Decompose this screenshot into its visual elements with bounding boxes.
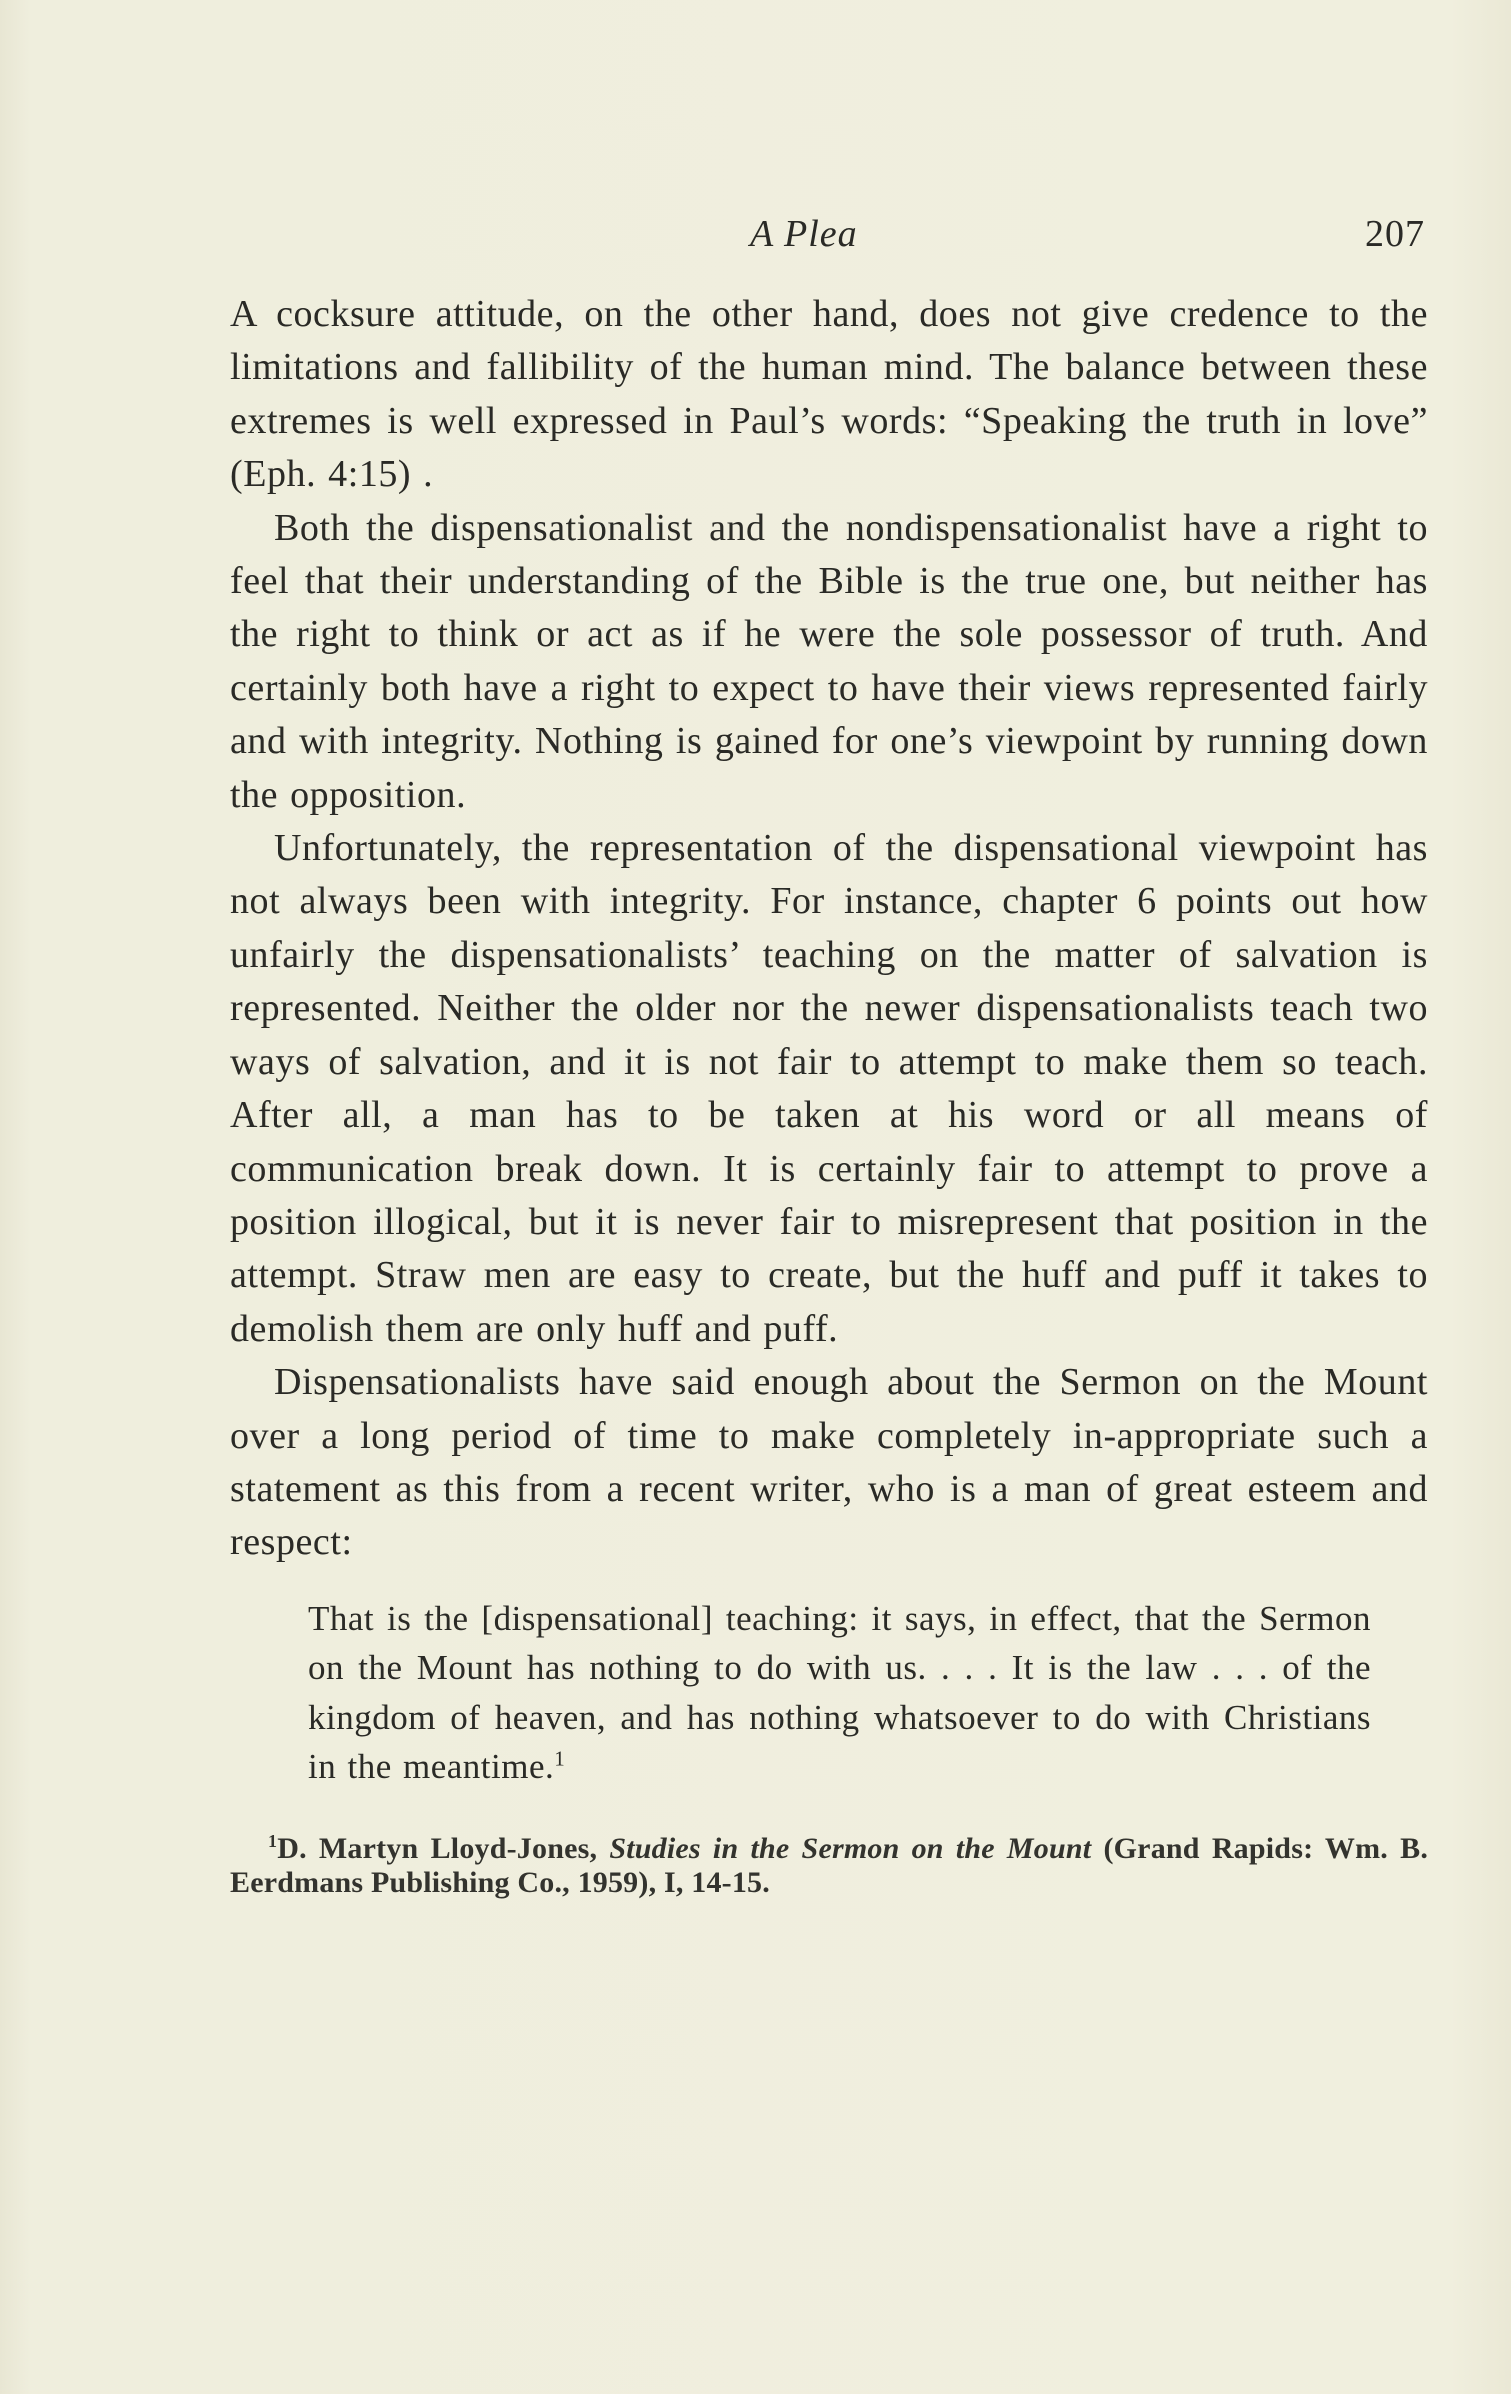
- paragraph-3: Unfortunately, the representation of the dispensational viewpoint has not always been with integrity. For instance, chapter 6 points out how unfairly the dispensationalists’ teaching on the matter of salvation is represented. Neither the older nor the newer dispensationalists teach two ways of salvation, and it is not fair to attempt to make them so teach. After all, a man has to be taken at his word or all means of communication break down. It is certainly fair to attempt to prove a position illogical, but it is never fair to misrepresent that position in the attempt. Straw men are easy to create, but the huff and puff it takes to demolish them are only huff and puff.: [230, 827, 1428, 1350]
- paragraph-2: Both the dispensationalist and the nondispensationalist have a right to feel that their understanding of the Bible is the true one, but neither has the right to think or act as if he were the sole possessor of truth. And certainly both have a right to expect to have their views represented fairly and with integrity. Nothing is gained for one’s viewpoint by running down the opposition.: [230, 506, 1428, 816]
- footnote-marker: 1: [268, 1830, 278, 1851]
- page-body: [230, 288, 1428, 1900]
- paragraph-1: A cocksure attitude, on the other hand, does not give credence to the limitations and fallibility of the human mind. The balance between these extremes is well expressed in Paul’s words: “Speaking the truth in love” (Eph. 4:15) .: [230, 293, 1428, 496]
- footnote-citation: (Grand Rapids: Wm. B. Eerdmans Publishing Co., 1959), I, 14-15.: [230, 1831, 1429, 1899]
- page-header: [230, 212, 1425, 272]
- page-number: 207: [1365, 213, 1425, 255]
- footnote: [230, 1832, 1428, 1900]
- block-quote: [308, 1594, 1371, 1792]
- footnote-reference: 1: [554, 1746, 566, 1771]
- footnote-title: Studies in the Sermon on the Mount: [609, 1831, 1092, 1865]
- paragraph-4: Dispensationalists have said enough about the Sermon on the Mount over a long period of time to make completely in-appropriate such a statement as this from a recent writer, who is a man of great esteem and respect:: [230, 1361, 1428, 1564]
- footnote-author: D. Martyn Lloyd-Jones,: [277, 1831, 610, 1865]
- running-head: A Plea: [750, 213, 858, 255]
- block-quote-text: That is the [dispensational] teaching: it says, in effect, that the Sermon on the Mount has nothing to do with us. . . . It is the law . . . of the kingdom of heaven, and has nothing whatsoever to do with Christians in the meantime.: [308, 1598, 1371, 1787]
